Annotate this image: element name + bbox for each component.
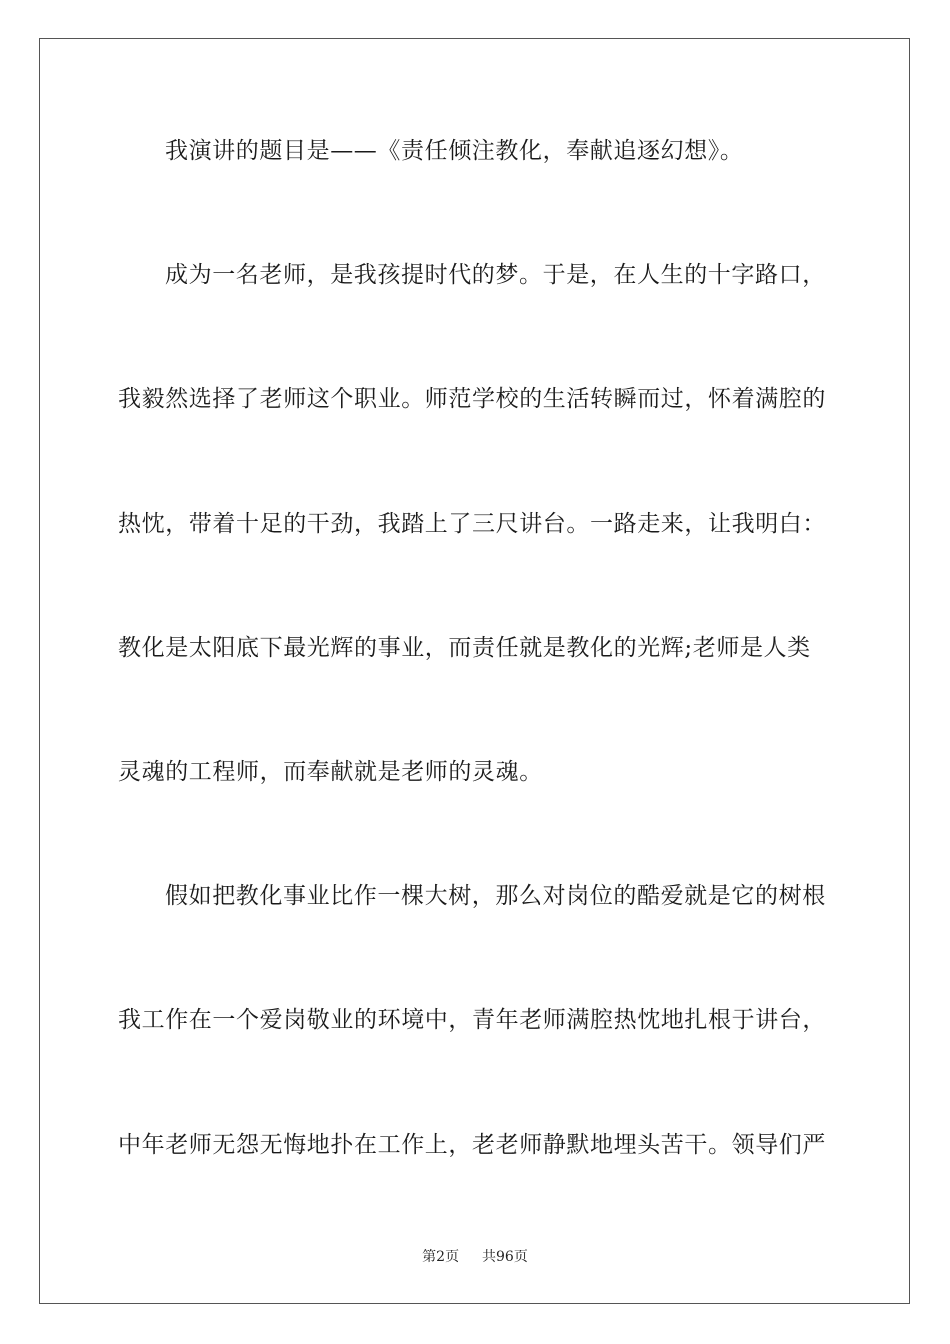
paragraph-line-4: 热忱，带着十足的干劲，我踏上了三尺讲台。一路走来，让我明白： <box>118 511 826 537</box>
page-total: 共96页 <box>482 1249 528 1265</box>
paragraph-line-8: 我工作在一个爱岗敬业的环境中，青年老师满腔热忱地扎根于讲台， <box>118 1007 826 1033</box>
paragraph-line-9: 中年老师无怨无悔地扑在工作上，老老师静默地埋头苦干。领导们严 <box>118 1132 826 1158</box>
page-footer <box>0 1248 950 1266</box>
paragraph-line-7: 假如把教化事业比作一棵大树，那么对岗位的酷爱就是它的树根 <box>165 883 826 909</box>
paragraph-line-2: 成为一名老师，是我孩提时代的梦。于是，在人生的十字路口， <box>165 262 826 288</box>
paragraph-line-1: 我演讲的题目是——《责任倾注教化，奉献追逐幻想》。 <box>165 138 744 164</box>
page-number: 第2页 <box>422 1249 460 1265</box>
paragraph-line-6: 灵魂的工程师，而奉献就是老师的灵魂。 <box>118 759 543 785</box>
page-border <box>39 38 910 1304</box>
paragraph-line-5: 教化是太阳底下最光辉的事业，而责任就是教化的光辉;老师是人类 <box>118 635 811 661</box>
paragraph-line-3: 我毅然选择了老师这个职业。师范学校的生活转瞬而过，怀着满腔的 <box>118 386 826 412</box>
